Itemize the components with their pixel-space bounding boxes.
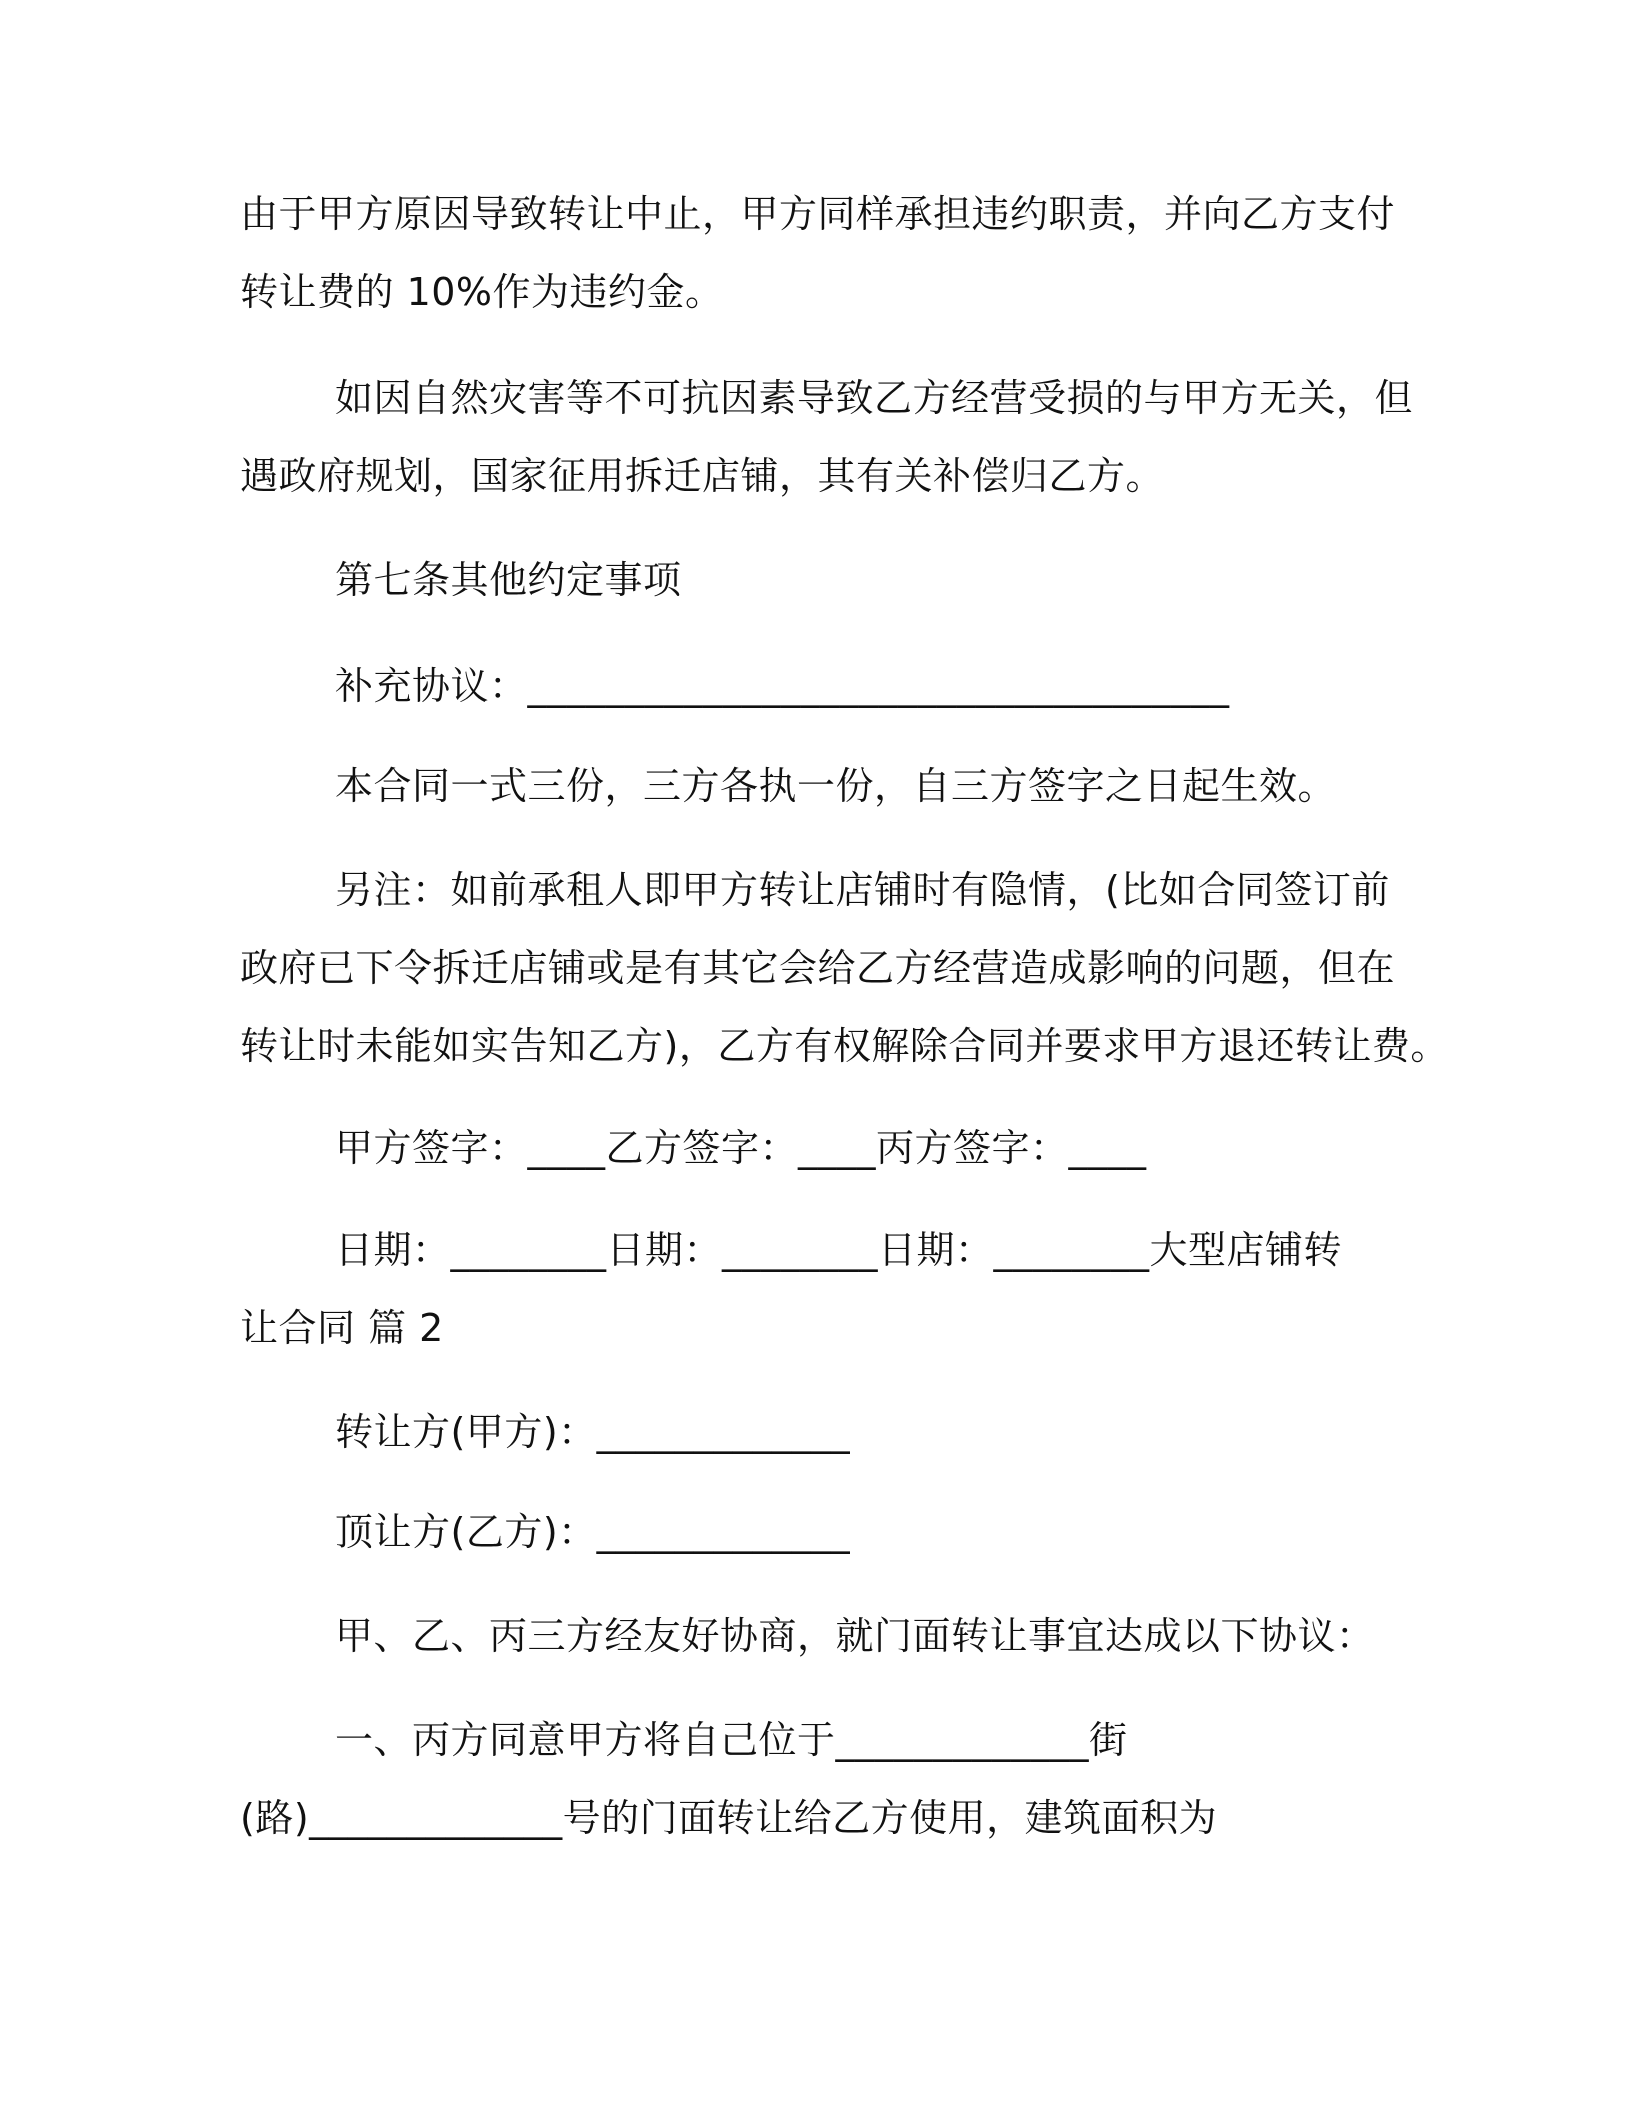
note-line-2: 政府已下令拆迁店铺或是有其它会给乙方经营造成影响的问题，但在 xyxy=(240,946,1396,990)
transferee-line: 顶让方(乙方)：_____________ xyxy=(335,1510,851,1554)
supplementary-agreement-line: 补充协议：____________________________________ xyxy=(335,664,1230,708)
clause-one-line-2: (路)_____________号的门面转让给乙方使用，建筑面积为 xyxy=(240,1796,1218,1840)
paragraph-line-penalty-1: 由于甲方原因导致转让中止，甲方同样承担违约职责，并向乙方支付 xyxy=(240,192,1396,236)
paragraph-line-force-majeure-2: 遇政府规划，国家征用拆迁店铺，其有关补偿归乙方。 xyxy=(240,454,1165,498)
date-line: 日期：________日期：________日期：________大型店铺转 xyxy=(335,1228,1343,1272)
note-line-3: 转让时未能如实告知乙方)，乙方有权解除合同并要求甲方退还转让费。 xyxy=(240,1024,1449,1068)
agreement-intro-line: 甲、乙、丙三方经友好协商，就门面转让事宜达成以下协议： xyxy=(335,1614,1375,1658)
article-seven-heading: 第七条其他约定事项 xyxy=(335,558,682,602)
transferor-line: 转让方(甲方)：_____________ xyxy=(335,1410,851,1454)
section-two-title-continued: 让合同 篇 2 xyxy=(240,1306,444,1350)
paragraph-line-penalty-2: 转让费的 10%作为违约金。 xyxy=(240,270,724,314)
signature-line: 甲方签字：____乙方签字：____丙方签字：____ xyxy=(335,1126,1147,1170)
clause-one-line-1: 一、丙方同意甲方将自己位于_____________街 xyxy=(335,1718,1128,1762)
copies-clause-line: 本合同一式三份，三方各执一份，自三方签字之日起生效。 xyxy=(335,764,1337,808)
note-line-1: 另注：如前承租人即甲方转让店铺时有隐情，(比如合同签订前 xyxy=(335,868,1390,912)
paragraph-line-force-majeure-1: 如因自然灾害等不可抗因素导致乙方经营受损的与甲方无关，但 xyxy=(335,376,1414,420)
